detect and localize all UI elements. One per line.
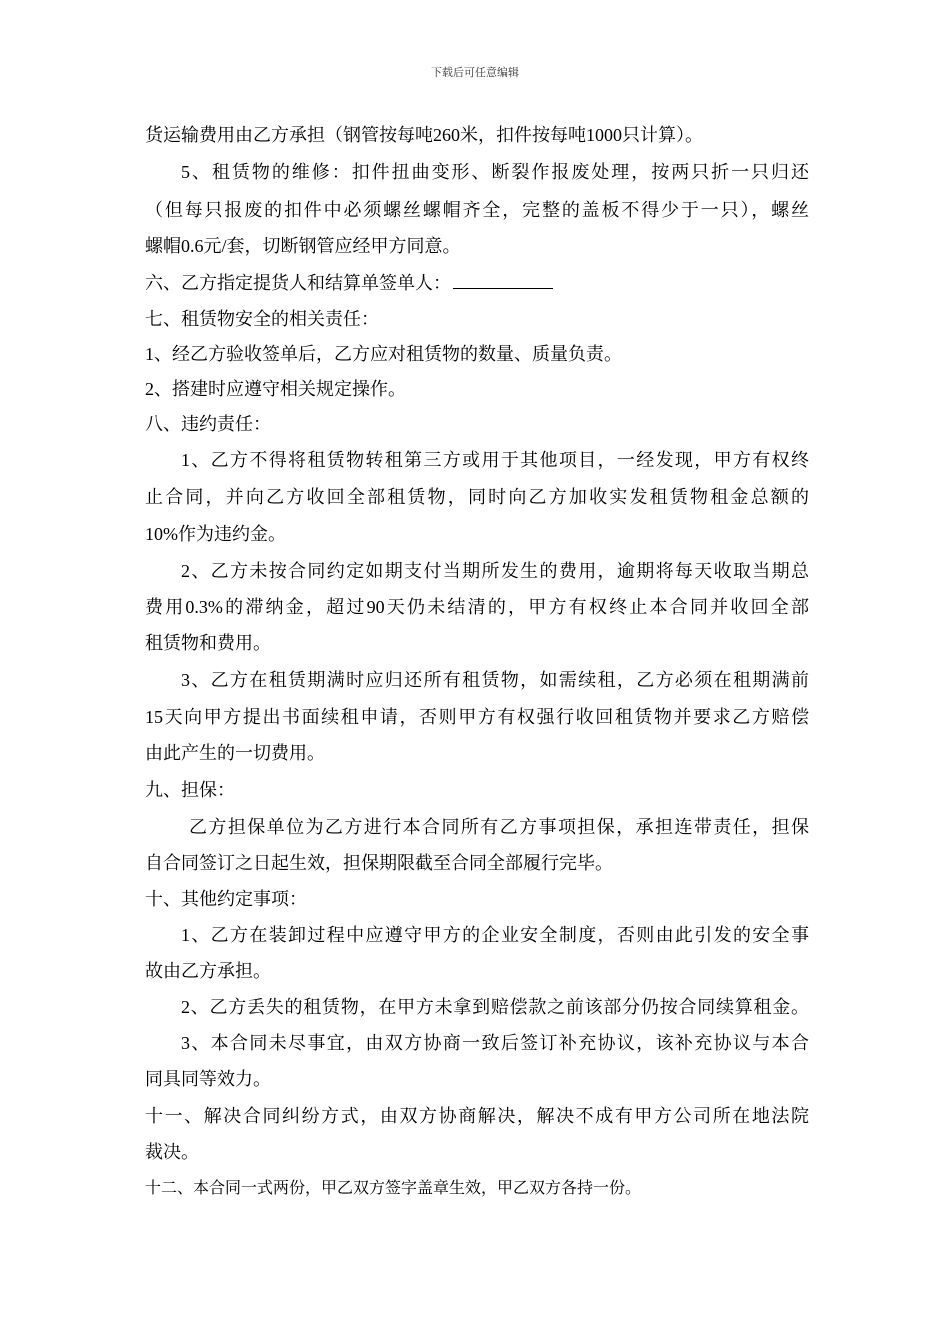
section-8-item-2-line-2: 费用0.3%的滞纳金，超过90天仍未结清的，甲方有权终止本合同并收回全部 xyxy=(145,597,809,617)
clause-5-line-2: （但每只报废的扣件中必须螺丝螺帽齐全，完整的盖板不得少于一只），螺丝 xyxy=(145,200,809,220)
section-11-line-1: 十一、解决合同纠纷方式，由双方协商解决，解决不成有甲方公司所在地法院 xyxy=(145,1106,809,1126)
section-10-item-1-line-2: 故由乙方承担。 xyxy=(145,961,271,981)
signatory-blank xyxy=(453,273,553,289)
section-9-line-1: 乙方担保单位为乙方进行本合同所有乙方事项担保，承担连带责任，担保 xyxy=(189,817,809,837)
section-10-heading: 十、其他约定事项： xyxy=(145,889,307,909)
section-10-item-2: 2、乙方丢失的租赁物，在甲方未拿到赔偿款之前该部分仍按合同续算租金。 xyxy=(181,997,809,1017)
clause-4-line-end: 货运输费用由乙方承担（钢管按每吨260米，扣件按每吨1000只计算）。 xyxy=(145,125,703,145)
section-7-item-1: 1、经乙方验收签单后，乙方应对租赁物的数量、质量负责。 xyxy=(145,344,622,364)
clause-5-line-1: 5、租赁物的维修：扣件扭曲变形、断裂作报废处理，按两只折一只归还 xyxy=(181,162,809,182)
section-9-heading: 九、担保： xyxy=(145,780,235,800)
section-8-item-1-line-2: 止合同，并向乙方收回全部租赁物，同时向乙方加收实发租赁物租金总额的 xyxy=(145,487,809,507)
section-8-heading: 八、违约责任： xyxy=(145,414,271,434)
section-8-item-2-line-1: 2、乙方未按合同约定如期支付当期所发生的费用，逾期将每天收取当期总 xyxy=(181,561,809,581)
section-10-item-1-line-1: 1、乙方在装卸过程中应遵守甲方的企业安全制度，否则由此引发的安全事 xyxy=(181,925,809,945)
section-10-item-3-line-2: 同具同等效力。 xyxy=(145,1069,271,1089)
section-12-line: 十二、本合同一式两份，甲乙双方签字盖章生效，甲乙双方各持一份。 xyxy=(145,1180,642,1197)
section-7-heading: 七、租赁物安全的相关责任： xyxy=(145,309,379,329)
clause-5-line-3: 螺帽0.6元/套，切断钢管应经甲方同意。 xyxy=(145,236,461,256)
section-8-item-3-line-1: 3、乙方在租赁期满时应归还所有租赁物，如需续租，乙方必须在租期满前 xyxy=(181,670,809,690)
section-9-line-2: 自合同签订之日起生效，担保期限截至合同全部履行完毕。 xyxy=(145,853,613,873)
section-11-line-2: 裁决。 xyxy=(145,1142,199,1162)
section-6-text: 六、乙方指定提货人和结算单签单人： xyxy=(145,273,451,293)
section-10-item-3-line-1: 3、本合同未尽事宜，由双方协商一致后签订补充协议，该补充协议与本合 xyxy=(181,1033,809,1053)
page-header-note: 下载后可任意编辑 xyxy=(431,67,519,79)
section-7-item-2: 2、搭建时应遵守相关规定操作。 xyxy=(145,379,406,399)
section-8-item-2-line-3: 租赁物和费用。 xyxy=(145,633,271,653)
section-8-item-3-line-3: 由此产生的一切费用。 xyxy=(145,743,325,763)
section-8-item-1-line-3: 10%作为违约金。 xyxy=(145,524,286,544)
section-8-item-3-line-2: 15天向甲方提出书面续租申请，否则甲方有权强行收回租赁物并要求乙方赔偿 xyxy=(145,707,809,727)
section-8-item-1-line-1: 1、乙方不得将租赁物转租第三方或用于其他项目，一经发现，甲方有权终 xyxy=(181,450,809,470)
section-6-heading xyxy=(145,271,809,295)
